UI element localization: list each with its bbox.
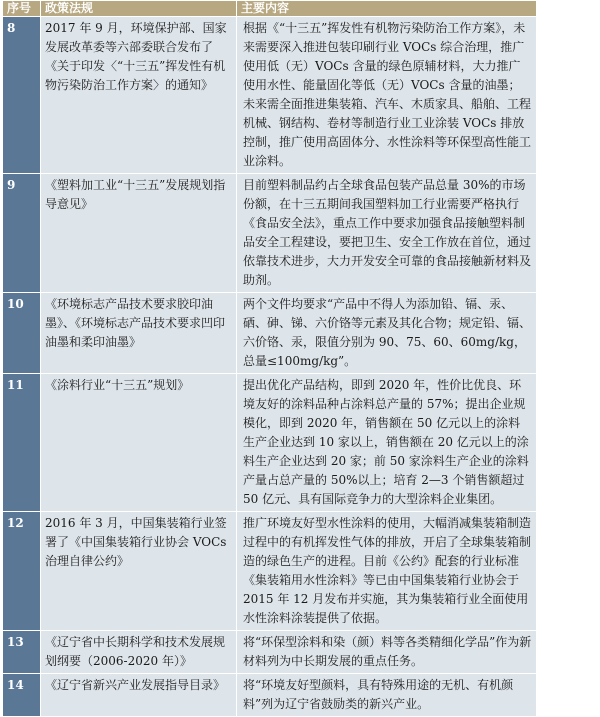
row-policy: 《涂料行业“十三五”规划》: [41, 374, 237, 512]
row-policy: 《塑料加工业“十三五”发展规划指导意见》: [41, 174, 237, 293]
table-row: [3, 674, 537, 717]
table-header-row: [3, 1, 537, 17]
row-number: 12: [3, 512, 41, 631]
table-row: [3, 374, 537, 512]
row-content: 将“环境友好型颜料，具有特殊用途的无机、有机颜料”列为辽宁省鼓励类的新兴产业。: [237, 674, 537, 717]
header-number: 序号: [3, 1, 41, 17]
row-number: 14: [3, 674, 41, 717]
table-row: [3, 512, 537, 631]
row-number: 13: [3, 631, 41, 674]
row-policy: 2017 年 9 月，环境保护部、国家发展改革委等六部委联合发布了《关于印发〈“十三五”挥发性有机物污染防治工作方案〉的通知》: [41, 17, 237, 174]
header-policy: 政策法规: [41, 1, 237, 17]
row-number: 8: [3, 17, 41, 174]
row-content: 推广环境友好型水性涂料的使用，大幅消减集装箱制造过程中的有机挥发性气体的排放，开启了全球集装箱制造的绿色生产的进程。目前《公约》配套的行业标准《集装箱用水性涂料》等已由中国集装箱行业协会于 2015 年 12 月发布并实施，其为集装箱行业全面使用水性涂料涂装提供了依据。: [237, 512, 537, 631]
row-number: 11: [3, 374, 41, 512]
row-content: 根据《“十三五”挥发性有机物污染防治工作方案》，未来需要深入推进包装印刷行业 VOCs 综合治理，推广使用低（无）VOCs 含量的绿色原辅材料，大力推广使用水性、能量固化等低（无）VOCs 含量的油墨；未来需全面推进集装箱、汽车、木质家具、船舶、工程机械、钢结构、卷材等制造行业工业涂装 VOCs 排放控制，推广使用高固体分、水性涂料等环保型高性能工业涂料。: [237, 17, 537, 174]
row-policy: 《辽宁省中长期科学和技术发展规划纲要（2006-2020 年）》: [41, 631, 237, 674]
policy-table: [2, 0, 537, 717]
row-policy: 《环境标志产品技术要求胶印油墨》、《环境标志产品技术要求凹印油墨和柔印油墨》: [41, 293, 237, 374]
row-content: 目前塑料制品约占全球食品包装产品总量 30%的市场份额，在十三五期间我国塑料加工行业需要严格执行《食品安全法》，重点工作中要求加强食品接触塑料制品安全工程建设，要把卫生、安全工作放在首位，通过依靠技术进步，大力开发安全可靠的食品接触新材料及助剂。: [237, 174, 537, 293]
row-number: 9: [3, 174, 41, 293]
row-content: 两个文件均要求“产品中不得人为添加铅、镉、汞、硒、砷、锑、六价铬等元素及其化合物；规定铅、镉、六价铬、汞，限值分别为 90、75、60、60mg/kg，总量≤100mg/kg”。: [237, 293, 537, 374]
table-row: [3, 631, 537, 674]
row-policy: 《辽宁省新兴产业发展指导目录》: [41, 674, 237, 717]
table-row: [3, 17, 537, 174]
table-row: [3, 174, 537, 293]
table-row: [3, 293, 537, 374]
header-content: 主要内容: [237, 1, 537, 17]
row-number: 10: [3, 293, 41, 374]
row-content: 将“环保型涂料和染（颜）料等各类精细化学品”作为新材料列为中长期发展的重点任务。: [237, 631, 537, 674]
row-content: 提出优化产品结构，即到 2020 年，性价比优良、环境友好的涂料品种占涂料总产量的 57%；提出企业规模化，即到 2020 年，销售额在 50 亿元以上的涂料生产企业达到 10 家以上，销售额在 20 亿元以上的涂料生产企业达到 20 家；前 50 家涂料生产企业的涂料产量占总产量的 50%以上；培育 2—3 个销售额超过 50 亿元、具有国际竞争力的大型涂料企业集团。: [237, 374, 537, 512]
row-policy: 2016 年 3 月，中国集装箱行业签署了《中国集装箱行业协会 VOCs 治理自律公约》: [41, 512, 237, 631]
